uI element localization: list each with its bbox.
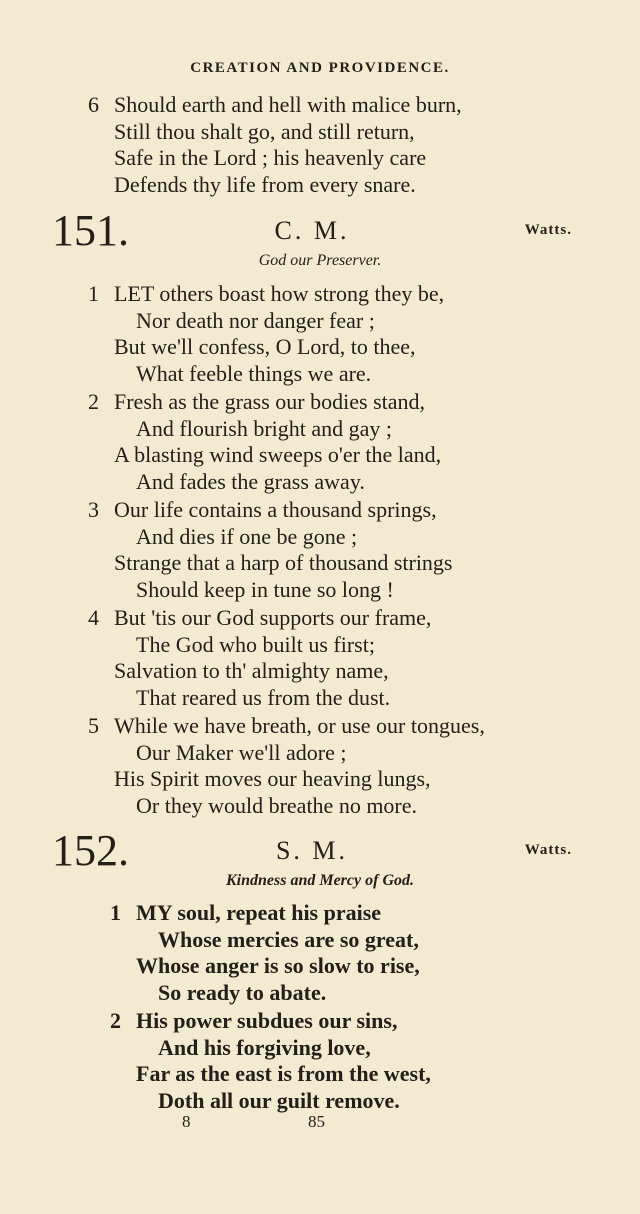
stanza-line: Defends thy life from every snare. xyxy=(114,171,416,197)
verse-number: 5 xyxy=(88,713,99,738)
stanza-line: A blasting wind sweeps o'er the land, xyxy=(114,442,442,467)
stanza-line: 2 His power subdues our sins, xyxy=(110,1008,398,1033)
stanza-line: 5 While we have breath, or use our tongues, xyxy=(88,713,485,738)
stanza-line: 6 Should earth and hell with malice burn, xyxy=(88,92,462,117)
hymn-number: 152. xyxy=(52,826,129,875)
verse-number: 1 xyxy=(88,281,99,306)
stanza-line: Doth all our guilt remove. xyxy=(158,1087,400,1113)
hymn-151-heading xyxy=(52,206,572,256)
stanza-line: So ready to abate. xyxy=(158,979,327,1005)
hymn-151-stanza-1 xyxy=(88,281,588,387)
hymn-151-stanza-5 xyxy=(88,713,588,819)
verse-number: 2 xyxy=(88,389,99,414)
hymn-151-title: God our Preserver. xyxy=(258,252,382,269)
stanza-line: Safe in the Lord ; his heavenly care xyxy=(114,145,427,170)
stanza-line: Whose anger is so slow to rise, xyxy=(136,953,420,978)
stanza-6-continued xyxy=(88,92,588,198)
hymn-number: 151. xyxy=(52,206,129,255)
hymn-152-stanza-1 xyxy=(110,900,610,1006)
stanza-line: And dies if one be gone ; xyxy=(136,523,358,549)
hymn-152-heading xyxy=(52,826,572,876)
hymn-meter: C. M. xyxy=(274,216,350,245)
hymn-151-stanza-3 xyxy=(88,497,588,603)
stanza-line: What feeble things we are. xyxy=(136,360,372,386)
hymn-author: Watts. xyxy=(524,222,572,238)
page-number: 85 xyxy=(308,1112,325,1131)
stanza-line: His Spirit moves our heaving lungs, xyxy=(114,766,431,791)
hymn-151-stanza-2 xyxy=(88,389,588,495)
stanza-line: 2 Fresh as the grass our bodies stand, xyxy=(88,389,426,414)
verse-number: 6 xyxy=(88,92,99,117)
verse-number: 1 xyxy=(110,900,121,925)
running-head: CREATION AND PROVIDENCE. xyxy=(190,60,450,76)
stanza-line: Our Maker we'll adore ; xyxy=(136,739,347,765)
signature-mark: 8 xyxy=(182,1112,191,1131)
verse-number: 2 xyxy=(110,1008,121,1033)
stanza-line: The God who built us first; xyxy=(136,631,375,657)
stanza-line: Or they would breathe no more. xyxy=(136,792,418,818)
stanza-line: 4 But 'tis our God supports our frame, xyxy=(88,605,432,630)
stanza-line: Salvation to th' almighty name, xyxy=(114,658,389,683)
stanza-line: But we'll confess, O Lord, to thee, xyxy=(114,334,416,359)
verse-number: 3 xyxy=(88,497,99,522)
verse-number: 4 xyxy=(88,605,99,630)
stanza-line: Should keep in tune so long ! xyxy=(136,576,394,602)
hymn-152-title: Kindness and Mercy of God. xyxy=(225,872,414,889)
stanza-line: 1 MY soul, repeat his praise xyxy=(110,900,382,925)
stanza-line: Still thou shalt go, and still return, xyxy=(114,118,415,144)
stanza-line: Whose mercies are so great, xyxy=(158,926,419,952)
hymn-meter: S. M. xyxy=(275,836,349,865)
stanza-line: Nor death nor danger fear ; xyxy=(136,307,375,333)
stanza-line: 3 Our life contains a thousand springs, xyxy=(88,497,437,522)
stanza-line: And his forgiving love, xyxy=(158,1034,371,1060)
hymn-152-stanza-2 xyxy=(110,1008,610,1114)
stanza-line: Strange that a harp of thousand strings xyxy=(114,550,453,575)
stanza-line: That reared us from the dust. xyxy=(136,684,391,710)
hymn-author: Watts. xyxy=(524,842,572,858)
stanza-line: 1 LET others boast how strong they be, xyxy=(88,281,445,306)
stanza-line: Far as the east is from the west, xyxy=(136,1061,431,1086)
stanza-line: And fades the grass away. xyxy=(136,468,365,494)
hymn-151-stanza-4 xyxy=(88,605,588,711)
stanza-line: And flourish bright and gay ; xyxy=(136,415,393,441)
